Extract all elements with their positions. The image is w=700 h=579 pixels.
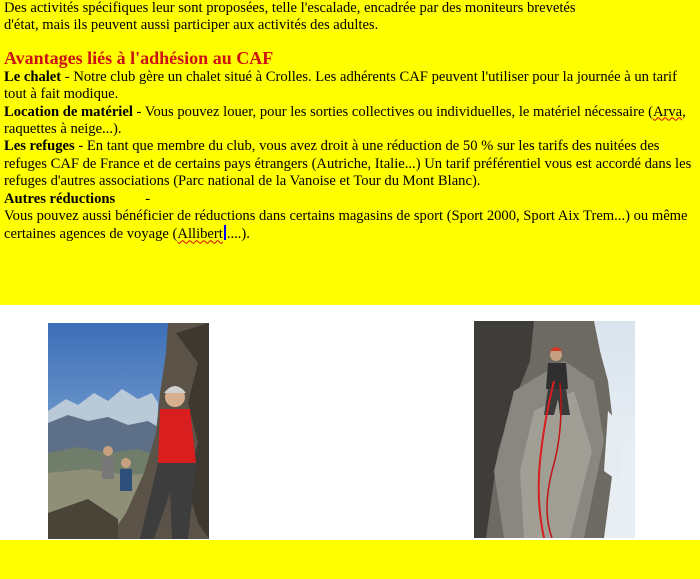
text-cursor xyxy=(224,225,226,240)
paragraph-chalet xyxy=(4,69,694,104)
text-reductions-before: Vous pouvez aussi bénéficier de réductions dans certains magasins de sport (Sport 2000, Sport Aix Trem...) ou même certaines agences de voyage ( xyxy=(4,208,688,243)
climber-ridge-photo xyxy=(474,321,635,538)
intro-line-1: Des activités spécifiques leur sont proposées, telle l'escalade, encadrée par des moniteurs brevetés xyxy=(4,0,576,16)
paragraph-reductions xyxy=(4,208,694,244)
text-location-before: - Vous pouvez louer, pour les sorties collectives ou individuelles, le matériel nécessaire ( xyxy=(132,103,653,120)
term-chalet: Le chalet xyxy=(4,68,62,85)
article-text xyxy=(4,0,694,244)
intro-line-2: d'état, mais ils peuvent aussi participer aux activités des adultes. xyxy=(4,17,379,34)
term-location: Location de matériel xyxy=(4,103,133,120)
text-location-after: , raquettes à neige...). xyxy=(4,103,686,138)
text-chalet: - Notre club gère un chalet situé à Crolles. Les adhérents CAF peuvent l'utiliser pour la journée à un tarif tout à fait modique. xyxy=(4,68,677,103)
section-heading: Avantages liés à l'adhésion au CAF xyxy=(4,47,274,68)
climber-mountain-panorama-photo xyxy=(48,323,209,539)
text-refuges: - En tant que membre du club, vous avez droit à une réduction de 50 % sur les tarifs des nuitées des refuges CAF de France et de certains pays étrangers (Autriche, Italie...) Un tarif préférentiel vous est accordé dans les refuges d'autres associations (Parc national de la Vanoise et Tour du Mont Blanc). xyxy=(4,138,692,190)
paragraph-location xyxy=(4,104,694,139)
term-reductions: Autres réductions xyxy=(4,190,116,207)
word-allibert: Allibert xyxy=(177,226,223,243)
word-arva: Arva xyxy=(652,103,683,120)
reductions-dash: - xyxy=(145,190,151,207)
term-refuges: Les refuges xyxy=(4,138,75,155)
paragraph-reductions-title xyxy=(4,191,694,208)
text-reductions-after: ....). xyxy=(226,226,250,243)
paragraph-refuges xyxy=(4,138,694,190)
yellow-footer-band xyxy=(0,540,700,579)
